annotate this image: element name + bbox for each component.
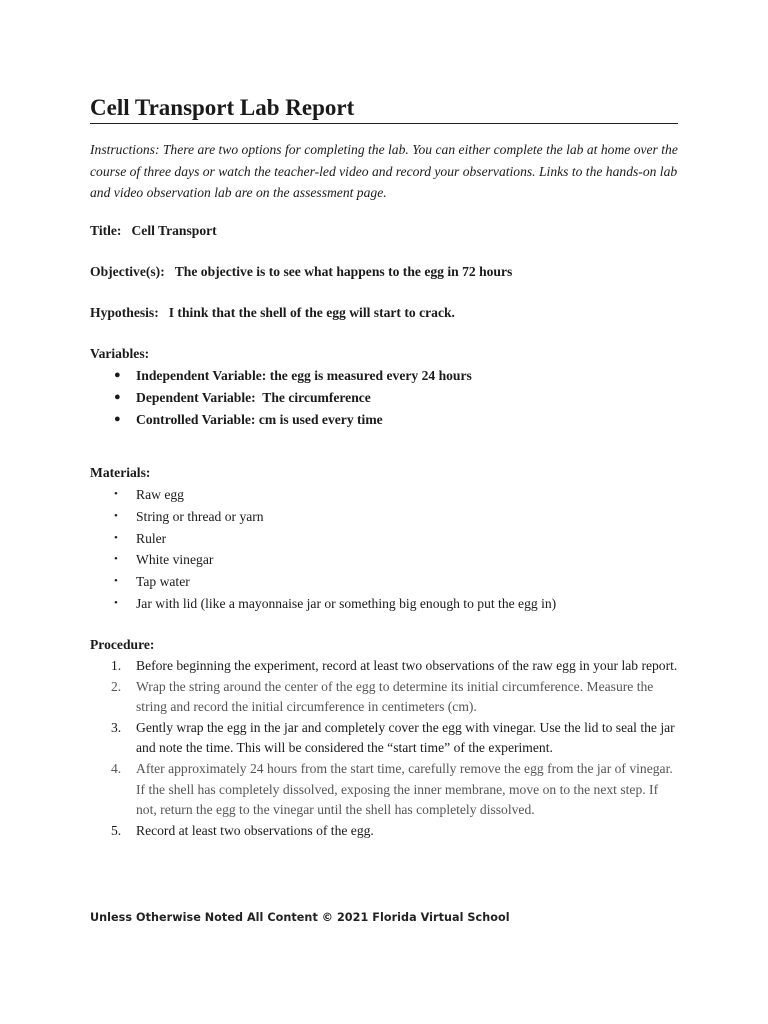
objective-field <box>90 262 512 282</box>
instructions-paragraph: Instructions: There are two options for completing the lab. You can either complete the lab at home over the course of three days or watch the teacher-led video and record your observations. Links to the hands-on lab and video observation lab are on the assessment page. <box>90 142 678 200</box>
list-item: • White vinegar <box>90 549 690 571</box>
copyright-footer: Unless Otherwise Noted All Content © 2021 Florida Virtual School <box>90 911 510 924</box>
list-item: 4. After approximately 24 hours from the start time, carefully remove the egg from the jar of vinegar. If the shell has completely dissolved, exposing the inner membrane, move on to the next step. If not, return the egg to the vinegar until the shell has completely dissolved. <box>111 760 673 818</box>
list-item: • Raw egg <box>90 484 690 506</box>
list-item: • Jar with lid (like a mayonnaise jar or something big enough to put the egg in) <box>90 593 690 615</box>
step-number: 1. <box>111 658 122 673</box>
list-item: 5. Record at least two observations of the egg. <box>90 821 680 842</box>
bullet-icon: • <box>114 509 118 522</box>
bullet-icon: • <box>114 575 118 588</box>
step-number: 5. <box>111 822 122 838</box>
materials-list <box>90 484 690 615</box>
bullet-icon: ● <box>114 412 121 425</box>
step-number: 3. <box>111 719 122 735</box>
materials-heading: Materials: <box>90 465 151 480</box>
hypothesis-field <box>90 303 455 323</box>
list-item: ● Dependent Variable: The circumference <box>90 387 690 409</box>
step-number: 4. <box>111 760 122 776</box>
bullet-icon: ● <box>114 390 121 403</box>
list-item: • Ruler <box>90 528 690 550</box>
list-item: 2. Wrap the string around the center of the egg to determine its initial circumference. Measure the string and record the initial circumference in centimeters (cm). <box>111 678 654 715</box>
objective-field-label: Objective(s): <box>90 264 165 279</box>
variables-list <box>90 365 690 430</box>
bullet-icon: • <box>114 488 118 500</box>
list-item: 1. Before beginning the experiment, record at least two observations of the raw egg in your lab report. <box>90 656 680 677</box>
title-field-label: Title: <box>90 223 122 238</box>
list-item: • String or thread or yarn <box>90 506 690 528</box>
list-item: ● Independent Variable: the egg is measured every 24 hours <box>90 365 690 387</box>
variables-heading: Variables: <box>90 346 150 361</box>
hypothesis-field-value: I think that the shell of the egg will start to crack. <box>168 305 455 320</box>
bullet-icon: • <box>114 531 118 544</box>
bullet-icon: ● <box>114 369 121 381</box>
procedure-heading: Procedure: <box>90 637 155 652</box>
objective-field-value: The objective is to see what happens to the egg in 72 hours <box>174 264 513 279</box>
step-number: 2. <box>111 678 122 694</box>
bullet-icon: • <box>114 596 118 609</box>
list-item: 3. Gently wrap the egg in the jar and completely cover the egg with vinegar. Use the lid to seal the jar and note the time. This will be considered the “start time” of the experiment. <box>111 719 675 756</box>
page-title: Cell Transport Lab Report <box>90 94 678 124</box>
list-item: ● Controlled Variable: cm is used every time <box>90 409 690 431</box>
list-item: • Tap water <box>90 571 690 593</box>
hypothesis-field-label: Hypothesis: <box>90 305 159 320</box>
procedure-list <box>90 656 680 841</box>
title-field <box>90 221 217 241</box>
title-field-value: Cell Transport <box>131 223 217 238</box>
bullet-icon: • <box>114 553 118 566</box>
